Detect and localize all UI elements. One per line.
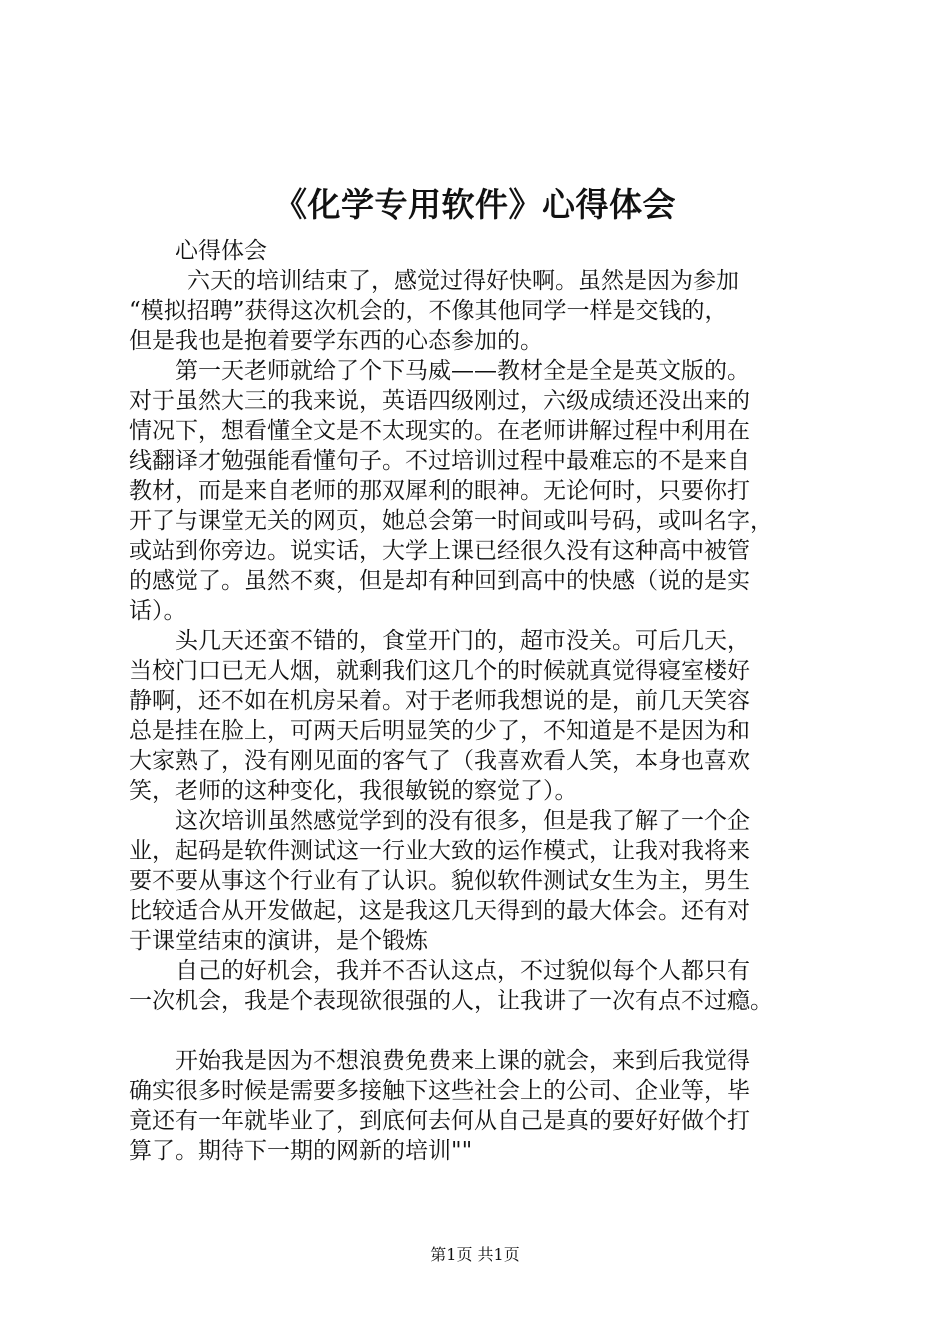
body-line: 开始我是因为不想浪费免费来上课的就会，来到后我觉得 bbox=[175, 1048, 750, 1074]
body-line: 要不要从事这个行业有了认识。貌似软件测试女生为主，男生 bbox=[129, 868, 750, 894]
paragraph-gap bbox=[129, 1016, 841, 1046]
body-line: 的感觉了。虽然不爽，但是却有种回到高中的快感（说的是实 bbox=[129, 568, 750, 594]
body-line: 头几天还蛮不错的，食堂开门的，超市没关。可后几天， bbox=[175, 628, 750, 654]
body-line: 这次培训虽然感觉学到的没有很多，但是我了解了一个企 bbox=[175, 808, 750, 834]
body-line: 话）。 bbox=[129, 598, 187, 624]
body-line: 算了。期待下一期的网新的培训"" bbox=[129, 1138, 473, 1164]
body-line: 但是我也是抱着要学东西的心态参加的。 bbox=[129, 328, 543, 354]
body-line: “模拟招聘”获得这次机会的，不像其他同学一样是交钱的， bbox=[129, 298, 728, 324]
body-line: 六天的培训结束了，感觉过得好快啊。虽然是因为参加 bbox=[187, 268, 739, 294]
body-line: 比较适合从开发做起，这是我这几天得到的最大体会。还有对 bbox=[129, 898, 750, 924]
body-line: 教材，而是来自老师的那双犀利的眼神。无论何时，只要你打 bbox=[129, 478, 750, 504]
body-line: 第一天老师就给了个下马威——教材全是全是英文版的。 bbox=[175, 358, 750, 384]
body-line: 心得体会 bbox=[175, 238, 267, 264]
body-line: 自己的好机会，我并不否认这点，不过貌似每个人都只有 bbox=[175, 958, 750, 984]
body-line: 大家熟了，没有刚见面的客气了（我喜欢看人笑，本身也喜欢 bbox=[129, 748, 750, 774]
body-line: 对于虽然大三的我来说，英语四级刚过，六级成绩还没出来的 bbox=[129, 388, 750, 414]
body-line: 或站到你旁边。说实话，大学上课已经很久没有这种高中被管 bbox=[129, 538, 750, 564]
body-line: 笑，老师的这种变化，我很敏锐的察觉了）。 bbox=[129, 778, 578, 804]
document-title: 《化学专用软件》心得体会 bbox=[274, 185, 676, 224]
body-line: 静啊，还不如在机房呆着。对于老师我想说的是，前几天笑容 bbox=[129, 688, 750, 714]
body-line: 确实很多时候是需要多接触下这些社会上的公司、企业等，毕 bbox=[129, 1078, 750, 1104]
page-footer: 第1页 共1页 bbox=[430, 1245, 520, 1264]
body-line: 当校门口已无人烟，就剩我们这几个的时候就真觉得寝室楼好 bbox=[129, 658, 750, 684]
document-body bbox=[129, 236, 841, 1166]
body-line: 一次机会，我是个表现欲很强的人，让我讲了一次有点不过瘾。 bbox=[129, 988, 773, 1014]
body-line: 线翻译才勉强能看懂句子。不过培训过程中最难忘的不是来自 bbox=[129, 448, 750, 474]
body-line: 开了与课堂无关的网页，她总会第一时间或叫号码，或叫名字， bbox=[129, 508, 773, 534]
body-line: 总是挂在脸上，可两天后明显笑的少了，不知道是不是因为和 bbox=[129, 718, 750, 744]
body-line: 情况下，想看懂全文是不太现实的。在老师讲解过程中利用在 bbox=[129, 418, 750, 444]
body-line: 于课堂结束的演讲，是个锻炼 bbox=[129, 928, 428, 954]
body-line: 业，起码是软件测试这一行业大致的运作模式，让我对我将来 bbox=[129, 838, 750, 864]
body-line: 竟还有一年就毕业了，到底何去何从自己是真的要好好做个打 bbox=[129, 1108, 750, 1134]
